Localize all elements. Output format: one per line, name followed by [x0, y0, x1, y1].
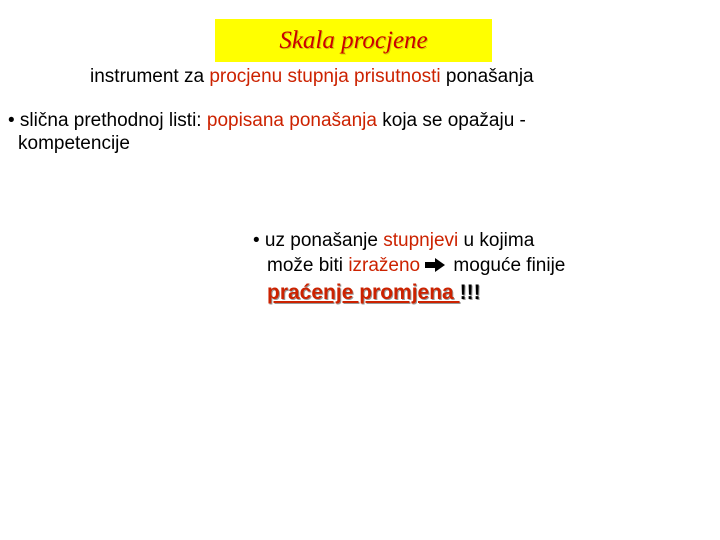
bullet-marker: •	[8, 110, 15, 131]
title-box	[215, 19, 492, 62]
arrow-right-icon	[424, 257, 446, 273]
bullet2-highlight: stupnjevi	[383, 230, 459, 251]
tracking-changes-text: praćenje promjena	[267, 281, 460, 304]
subtitle	[90, 66, 534, 88]
tracking-changes-line	[253, 278, 693, 308]
exclamation-text: !!!	[459, 281, 481, 304]
subtitle-part-3: ponašanja	[440, 66, 534, 87]
bullet-point-1	[8, 109, 698, 155]
bullet2-line2-highlight: izraženo	[348, 255, 421, 276]
bullet2-part-3: u kojima	[458, 230, 535, 251]
bullet1-highlight: popisana ponašanja	[206, 110, 377, 131]
bullet1-line-2: kompetencije	[18, 133, 130, 154]
bullet2-line2-part-1: može biti	[267, 255, 349, 276]
bullet2-part-1: uz ponašanje	[259, 230, 384, 251]
subtitle-part-1: instrument za	[90, 66, 210, 87]
subtitle-highlight: procjenu stupnja prisutnosti	[209, 66, 441, 87]
bullet-point-2	[253, 228, 693, 308]
bullet1-part-3: koja se opažaju -	[376, 110, 526, 131]
slide-title: Skala procjene	[279, 27, 428, 54]
bullet-marker: •	[253, 230, 260, 251]
bullet2-line2-part-3: moguće finije	[448, 255, 566, 276]
bullet1-part-1: slična prethodnoj listi:	[14, 110, 207, 131]
